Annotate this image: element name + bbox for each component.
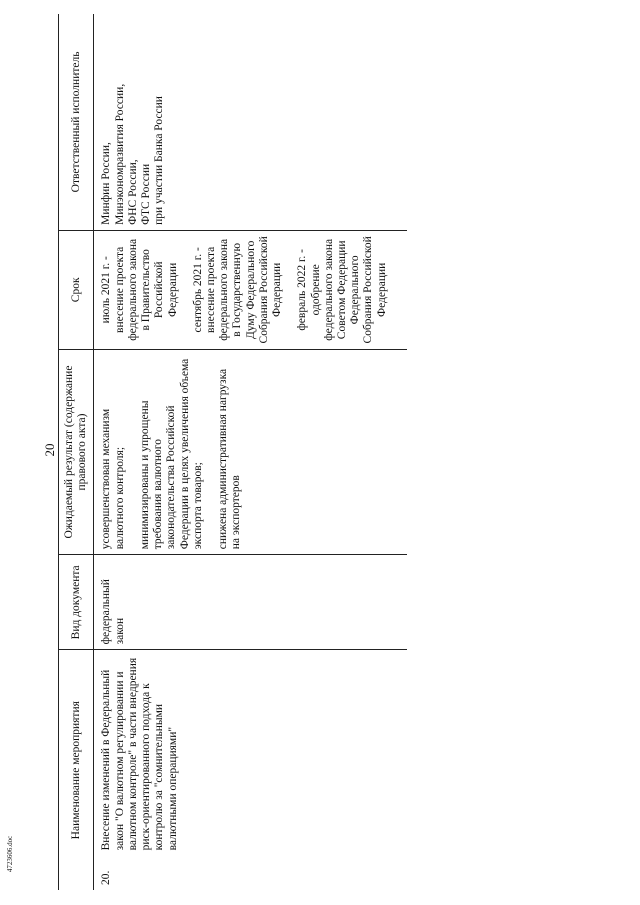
executor-line: ФНС России, [126,159,139,225]
result-item: минимизированы и упрощены требования валютного законодательства Российской Федерации в целях увеличения объема экспорта товаров; [138,358,204,550]
deadline-item: сентябрь 2021 г. - внесение проекта федерального закона в Государственную Думу Федерального Собрания Российской Федерации [191,236,284,344]
executor-line: Минфин России, [100,142,113,225]
landscape-table-container [58,14,618,890]
table-row [94,14,407,890]
row-name: Внесение изменений в Федеральный закон "О валютном регулировании и валютном контроле" в части внедрения риск-ориентированного подхода к контролю за "сомнительными валютными операциями" [100,657,179,851]
row-executor [94,14,407,230]
header-deadline: Срок [59,230,94,349]
measures-table [58,14,407,890]
header-executor: Ответственный исполнитель [59,14,94,230]
header-name: Наименование мероприятия [59,650,94,890]
rotated-page [58,14,618,890]
executor-line: Минэкономразвития России, [113,83,126,225]
row-result [94,349,407,554]
document-id: 4723606.doc [6,835,15,873]
result-item: снижена административная нагрузка на экспортеров [216,368,243,550]
row-deadline [94,230,407,349]
table-header-row [59,14,94,890]
deadline-item: февраль 2022 г. - одобрение федерального закона Советом Федерации Федерального Собрания Российской Федерации [296,236,388,344]
result-item: усовершенствован механизм валютного контроля; [100,408,126,550]
deadline-item: июль 2021 г. - внесение проекта федерального закона в Правительство Российской Федерации [100,238,179,341]
row-doc-type: федеральный закон [94,555,407,650]
header-doc-type: Вид документа [59,555,94,650]
header-result: Ожидаемый результат (содержание правового акта) [59,349,94,554]
page-number: 20 [42,443,57,457]
executor-line: ФТС России [140,163,153,225]
executor-line: при участии Банка России [153,96,166,225]
row-number: 20. [100,870,113,885]
